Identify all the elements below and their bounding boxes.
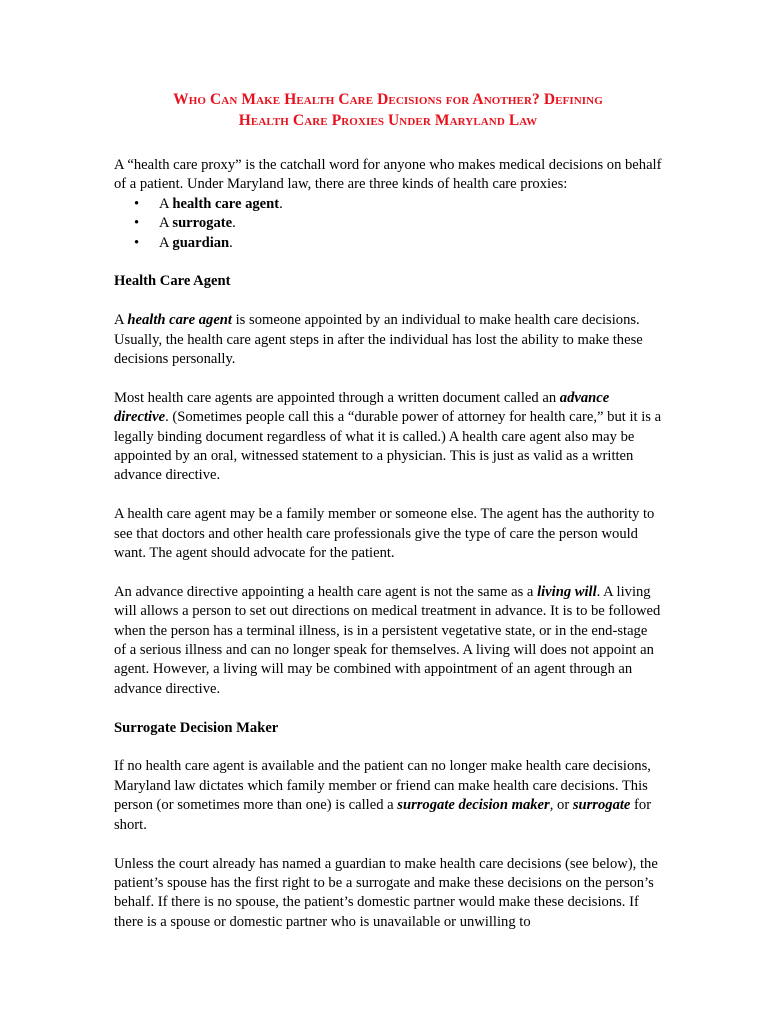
surrogate-p1-term2: surrogate bbox=[572, 797, 631, 814]
list-item-prefix: A bbox=[159, 234, 173, 251]
list-item-suffix: . bbox=[229, 234, 233, 251]
proxy-types-list bbox=[114, 195, 662, 253]
agent-p1-term: health care agent bbox=[127, 312, 232, 329]
surrogate-p1-mid: , or bbox=[549, 797, 573, 814]
agent-p1-pre: A bbox=[114, 312, 128, 329]
title-line-2: Health Care Proxies Under Maryland Law bbox=[238, 112, 538, 129]
surrogate-paragraph-1 bbox=[114, 757, 662, 835]
list-item bbox=[114, 234, 662, 253]
agent-paragraph-4 bbox=[114, 583, 662, 699]
agent-p2-pre: Most health care agents are appointed through a written document called an bbox=[114, 389, 560, 406]
list-item-term: health care agent bbox=[172, 195, 280, 212]
bullet-icon: • bbox=[134, 195, 140, 212]
agent-p4-post: . A living will allows a person to set out directions on medical treatment in advance. It is to be followed when the person has a terminal illness, is in a persistent vegetative state, or in the end-stage of a serious illness and can no longer speak for themselves. A living will does not appoint an agent. However, a living will may be combined with appointment of an agent through an advance directive. bbox=[114, 583, 661, 697]
surrogate-p1-term1: surrogate decision maker bbox=[397, 797, 550, 814]
agent-paragraph-3: A health care agent may be a family member or someone else. The agent has the authority to see that doctors and other health care professionals give the type of care the person would want. The agent should advocate for the patient. bbox=[114, 506, 655, 562]
list-item bbox=[114, 195, 662, 214]
list-item-suffix: . bbox=[232, 215, 236, 232]
agent-p4-term: living will bbox=[537, 583, 597, 600]
section-heading-agent: Health Care Agent bbox=[114, 273, 231, 290]
agent-p1-post: is someone appointed by an individual to make health care decisions. Usually, the health care agent steps in after the individual has lost the ability to make these decisions personally. bbox=[114, 312, 643, 368]
agent-p2-post: . (Sometimes people call this a “durable power of attorney for health care,” but it is a legally binding document regardless of what it is called.) A health care agent also may be appointed by an oral, witnessed statement to a physician. This is just as valid as a written advance directive. bbox=[114, 409, 662, 484]
list-item-prefix: A bbox=[159, 215, 173, 232]
agent-paragraph-1 bbox=[114, 311, 662, 369]
list-item-term: surrogate bbox=[172, 215, 233, 232]
agent-p2-term: advance directive bbox=[114, 389, 610, 426]
list-item-suffix: . bbox=[279, 195, 283, 212]
intro-paragraph: A “health care proxy” is the catchall word for anyone who makes medical decisions on behalf of a patient. Under Maryland law, there are three kinds of health care proxies: bbox=[114, 157, 662, 193]
document-title bbox=[114, 89, 662, 131]
agent-paragraph-2 bbox=[114, 389, 662, 486]
section-heading-surrogate: Surrogate Decision Maker bbox=[114, 719, 279, 736]
document-page bbox=[114, 89, 662, 932]
list-item-prefix: A bbox=[159, 195, 173, 212]
list-item-term: guardian bbox=[172, 234, 230, 251]
agent-p4-pre: An advance directive appointing a health care agent is not the same as a bbox=[114, 583, 538, 600]
surrogate-p1-post: for short. bbox=[114, 797, 652, 833]
bullet-icon: • bbox=[134, 215, 140, 232]
surrogate-paragraph-2: Unless the court already has named a guardian to make health care decisions (see below), the patient’s spouse has the first right to be a surrogate and make these decisions on the person’s behalf. If there is no spouse, the patient’s domestic partner would make these decisions. If there is a spouse or domestic partner who is unavailable or unwilling to bbox=[114, 855, 658, 930]
list-item bbox=[114, 214, 662, 233]
title-line-1: Who Can Make Health Care Decisions for Another? Defining bbox=[173, 91, 603, 108]
surrogate-p1-pre: If no health care agent is available and the patient can no longer make health care decisions, Maryland law dictates which family member or friend can make health care decisions. This person (or sometimes more than one) is called a bbox=[114, 758, 651, 814]
bullet-icon: • bbox=[134, 234, 140, 251]
